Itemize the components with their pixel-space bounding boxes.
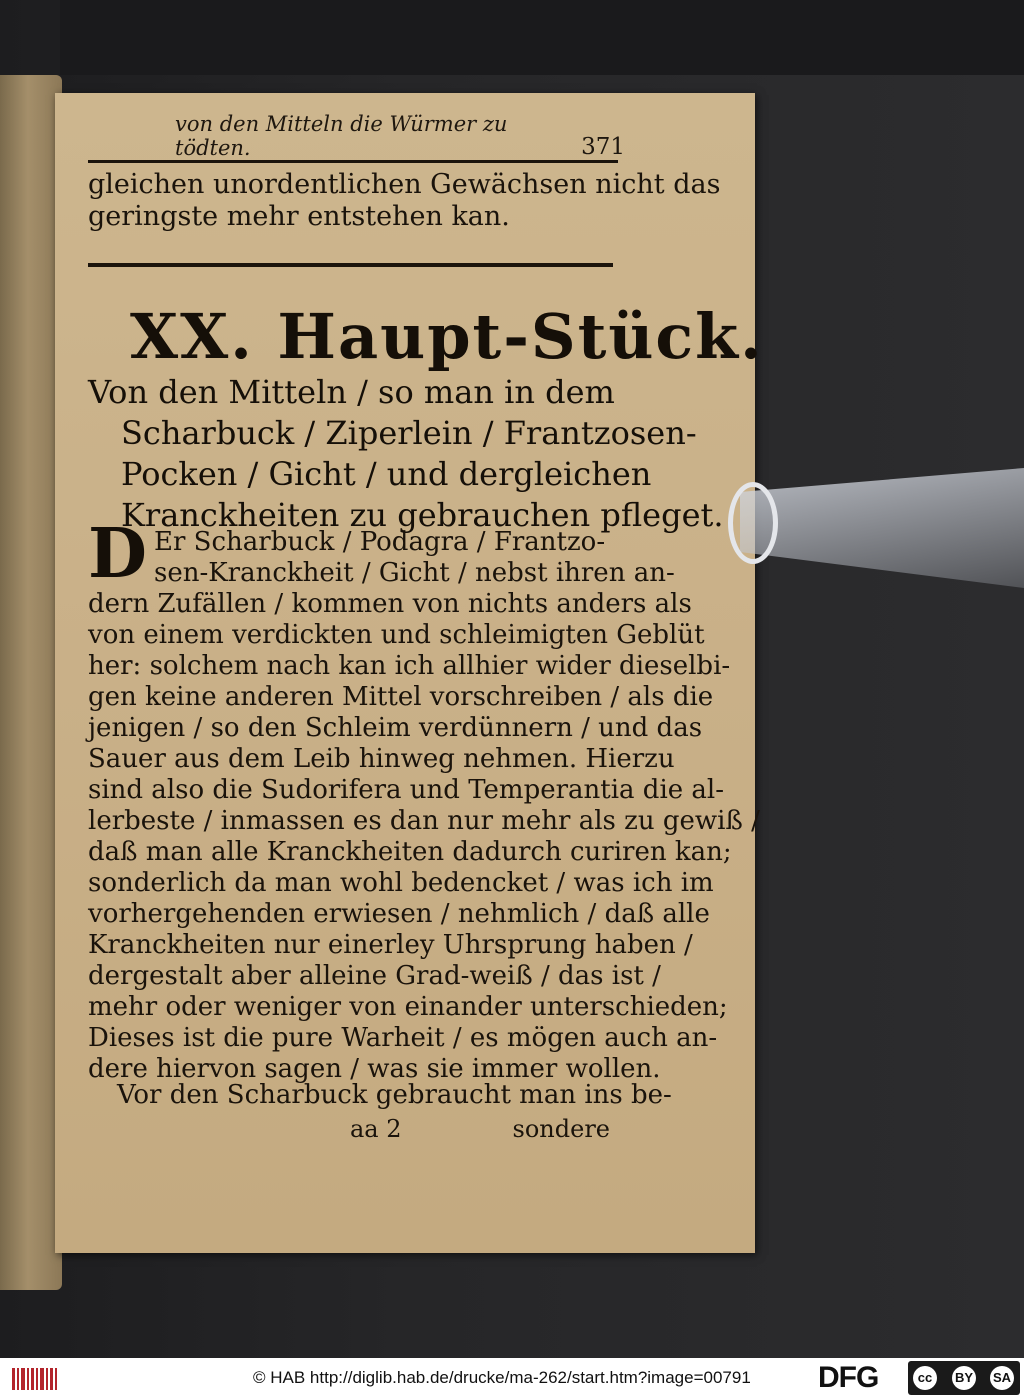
page-header [175, 112, 625, 160]
cc-icon: cc [913, 1366, 937, 1390]
top-line-1: gleichen unordentlichen Gewächsen nicht das [88, 169, 721, 200]
chapter-heading: XX. Haupt-Stück. [130, 300, 764, 373]
paragraph-line: jenigen / so den Schleim verdünnern / und das [88, 713, 703, 743]
paragraph-line: Er Scharbuck / Podagra / Frantzo- [154, 527, 606, 557]
by-attribution-icon: BY [952, 1366, 976, 1390]
paragraph-line: vorhergehenden erwiesen / nehmlich / daß alle [88, 899, 710, 929]
paragraph-line: her: solchem nach kan ich allhier wider dieselbi- [88, 651, 731, 681]
paragraph-line: dern Zufällen / kommen von nichts anders als [88, 589, 692, 619]
viewer-footer-bar [0, 1358, 1024, 1399]
dfg-logo: DFG [818, 1361, 879, 1394]
paragraph-line: Sauer aus dem Leib hinweg nehmen. Hierzu [88, 744, 675, 774]
subtitle-line-3: Pocken / Gicht / und dergleichen [121, 455, 652, 493]
next-paragraph-line: Vor den Scharbuck gebraucht man ins be- [117, 1080, 672, 1110]
subtitle-line-1: Von den Mitteln / so man in dem [88, 373, 615, 411]
paragraph-line: dere hiervon sagen / was sie immer wollen. [88, 1054, 661, 1084]
paragraph-line: von einem verdickten und schleimigten Geblüt [88, 620, 705, 650]
previous-page-edge [0, 75, 62, 1290]
body-paragraph [88, 527, 760, 1085]
paragraph-line: dergestalt aber alleine Grad-weiß / das ist / [88, 961, 661, 991]
section-rule [88, 263, 613, 267]
scanner-clip-ring [728, 482, 778, 564]
scan-background-band [60, 0, 1024, 75]
subtitle-line-4: Kranckheiten zu gebrauchen pfleget. [121, 496, 724, 534]
paragraph-line: lerbeste / inmassen es dan nur mehr als zu gewiß / [88, 806, 760, 836]
paragraph-line: sind also die Sudorifera und Temperantia die al- [88, 775, 725, 805]
top-line-2: geringste mehr entstehen kan. [88, 201, 510, 232]
cc-license-badge[interactable] [908, 1361, 1020, 1395]
paragraph-line: gen keine anderen Mittel vorschreiben / als die [88, 682, 714, 712]
catchword: sondere [512, 1115, 610, 1143]
running-head: von den Mitteln die Würmer zu tödten. [175, 112, 508, 160]
paragraph-line: daß man alle Kranckheiten dadurch curiren kan; [88, 837, 732, 867]
paragraph-line: Dieses ist die pure Warheit / es mögen auch an- [88, 1023, 718, 1053]
page-number: 371 [581, 134, 625, 160]
paragraph-line: sen-Kranckheit / Gicht / nebst ihren an- [154, 558, 675, 588]
chapter-subtitle [88, 372, 724, 536]
paragraph-line: sonderlich da man wohl bedencket / was ich im [88, 868, 714, 898]
page-footer [350, 1115, 610, 1143]
subtitle-line-2: Scharbuck / Ziperlein / Frantzosen- [121, 414, 697, 452]
paragraph-line: Kranckheiten nur einerley Uhrsprung haben / [88, 930, 693, 960]
header-rule [88, 160, 618, 163]
signature-mark: aa 2 [350, 1115, 402, 1143]
barcode-icon [12, 1366, 58, 1392]
drop-cap: D [88, 514, 147, 594]
paragraph-line: mehr oder weniger von einander unterschieden; [88, 992, 728, 1022]
citation-link[interactable]: © HAB http://diglib.hab.de/drucke/ma-262/start.htm?image=00791 [253, 1368, 751, 1387]
sa-share-alike-icon: SA [990, 1366, 1014, 1390]
